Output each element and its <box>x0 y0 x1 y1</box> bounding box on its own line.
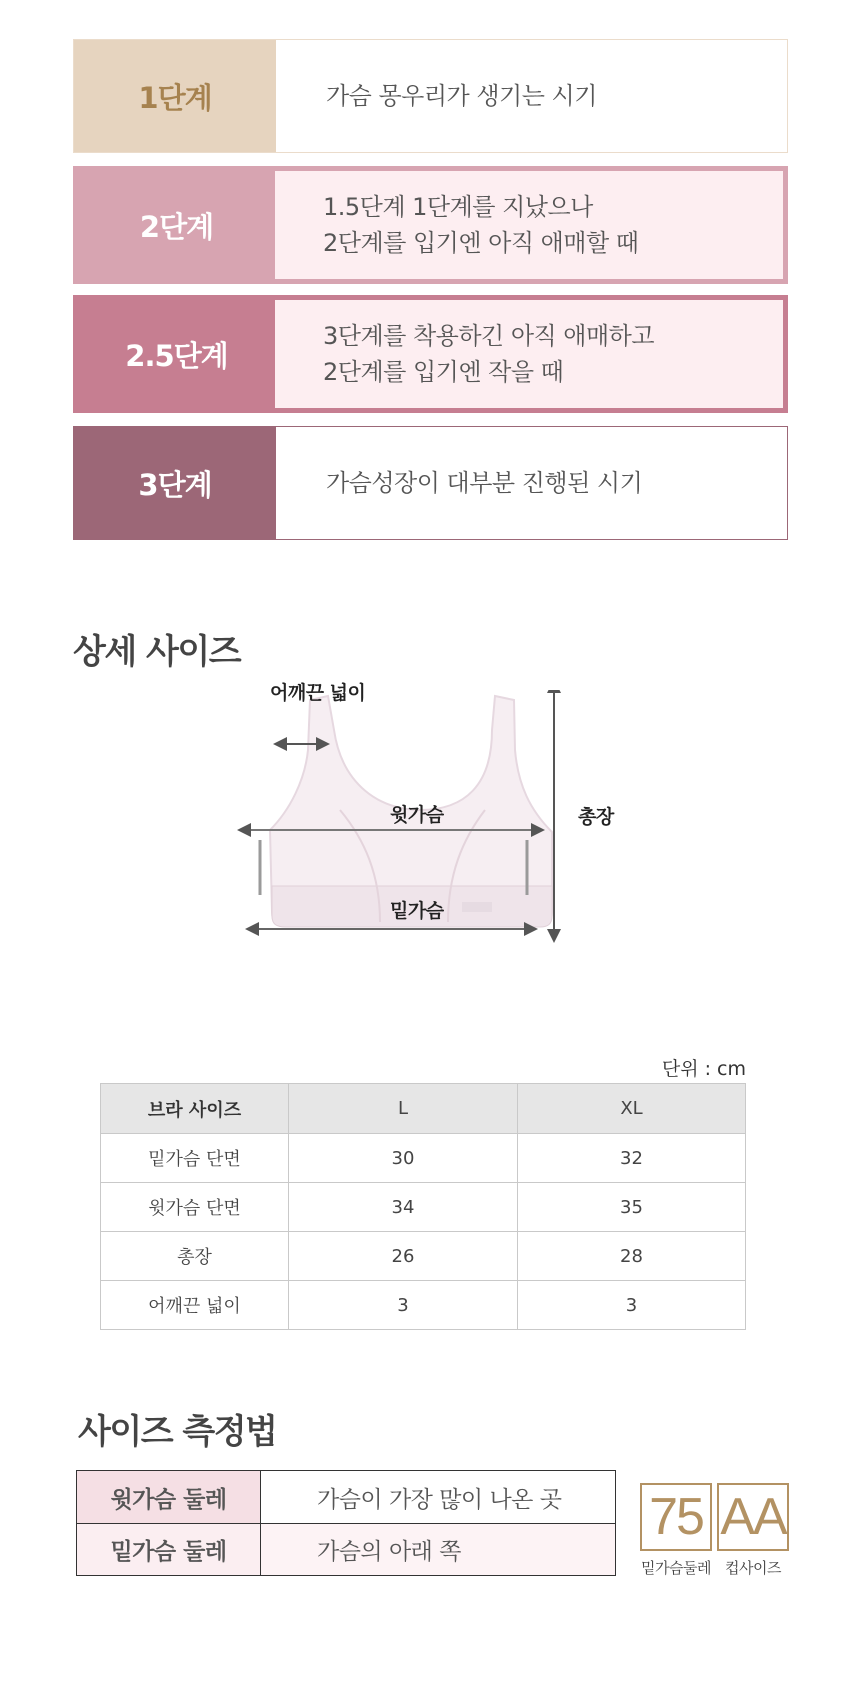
table-cell: 30 <box>289 1134 518 1183</box>
band-size-caption: 밑가슴둘레 <box>641 1559 711 1577</box>
stage-description <box>276 40 787 152</box>
table-cell: 3 <box>289 1281 518 1330</box>
total-length-label: 총장 <box>578 806 614 828</box>
size-table <box>100 1083 746 1330</box>
table-header-cell: 브라 사이즈 <box>101 1084 289 1134</box>
band-size-box: 75 <box>640 1483 712 1551</box>
brand-tag <box>462 902 492 912</box>
table-header-cell: XL <box>518 1084 746 1134</box>
table-cell: 35 <box>518 1183 746 1232</box>
table-cell: 밑가슴 단면 <box>101 1134 289 1183</box>
detail-size-title: 상세 사이즈 <box>73 632 241 672</box>
cup-size-caption: 컵사이즈 <box>725 1559 781 1577</box>
under-chest-label: 밑가슴 <box>390 900 444 922</box>
table-row <box>101 1134 746 1183</box>
stage-card-3 <box>73 295 788 413</box>
measurement-title: 사이즈 측정법 <box>78 1412 277 1452</box>
table-cell: 26 <box>289 1232 518 1281</box>
table-cell: 3 <box>518 1281 746 1330</box>
stage-label: 3단계 <box>74 427 276 539</box>
stage-card-4 <box>73 426 788 540</box>
measurement-row <box>77 1471 615 1523</box>
stage-description-line: 2단계를 입기엔 작을 때 <box>323 358 564 386</box>
stage-label: 2.5단계 <box>125 338 228 373</box>
bra-illustration <box>230 690 660 1020</box>
measurement-row <box>77 1523 615 1575</box>
table-cell: 34 <box>289 1183 518 1232</box>
unit-note: 단위 : cm <box>661 1058 746 1080</box>
stage-description-line: 1.5단계 1단계를 지났으나 <box>323 193 593 221</box>
table-cell: 총장 <box>101 1232 289 1281</box>
measurement-label: 밑가슴 둘레 <box>77 1524 261 1575</box>
stage-description <box>275 171 783 279</box>
stage-description <box>275 300 783 408</box>
table-cell: 윗가슴 단면 <box>101 1183 289 1232</box>
upper-chest-label: 윗가슴 <box>390 804 444 826</box>
stage-label: 2단계 <box>139 209 214 244</box>
table-header-row <box>101 1084 746 1134</box>
table-row <box>101 1232 746 1281</box>
table-row <box>101 1281 746 1330</box>
stage-card-2 <box>73 166 788 284</box>
measurement-value: 가슴의 아래 쪽 <box>261 1524 615 1575</box>
table-cell: 32 <box>518 1134 746 1183</box>
stage-label: 1단계 <box>74 40 276 152</box>
strap-width-label: 어깨끈 넓이 <box>270 682 366 704</box>
cup-size-box: AA <box>717 1483 789 1551</box>
table-cell: 28 <box>518 1232 746 1281</box>
stage-description-line: 2단계를 입기엔 아직 애매할 때 <box>323 229 639 257</box>
measurement-table <box>76 1470 616 1576</box>
stage-description-line: 가슴 몽우리가 생기는 시기 <box>326 82 597 110</box>
stage-description-line: 가슴성장이 대부분 진행된 시기 <box>326 469 643 497</box>
measurement-value: 가슴이 가장 많이 나온 곳 <box>261 1471 615 1523</box>
bra-size-diagram <box>230 682 660 1020</box>
table-header-cell: L <box>289 1084 518 1134</box>
table-cell: 어깨끈 넓이 <box>101 1281 289 1330</box>
measurement-label: 윗가슴 둘레 <box>77 1471 261 1523</box>
stage-description <box>276 427 787 539</box>
table-row <box>101 1183 746 1232</box>
stage-card-1 <box>73 39 788 153</box>
stage-description-line: 3단계를 착용하긴 아직 애매하고 <box>323 322 655 350</box>
